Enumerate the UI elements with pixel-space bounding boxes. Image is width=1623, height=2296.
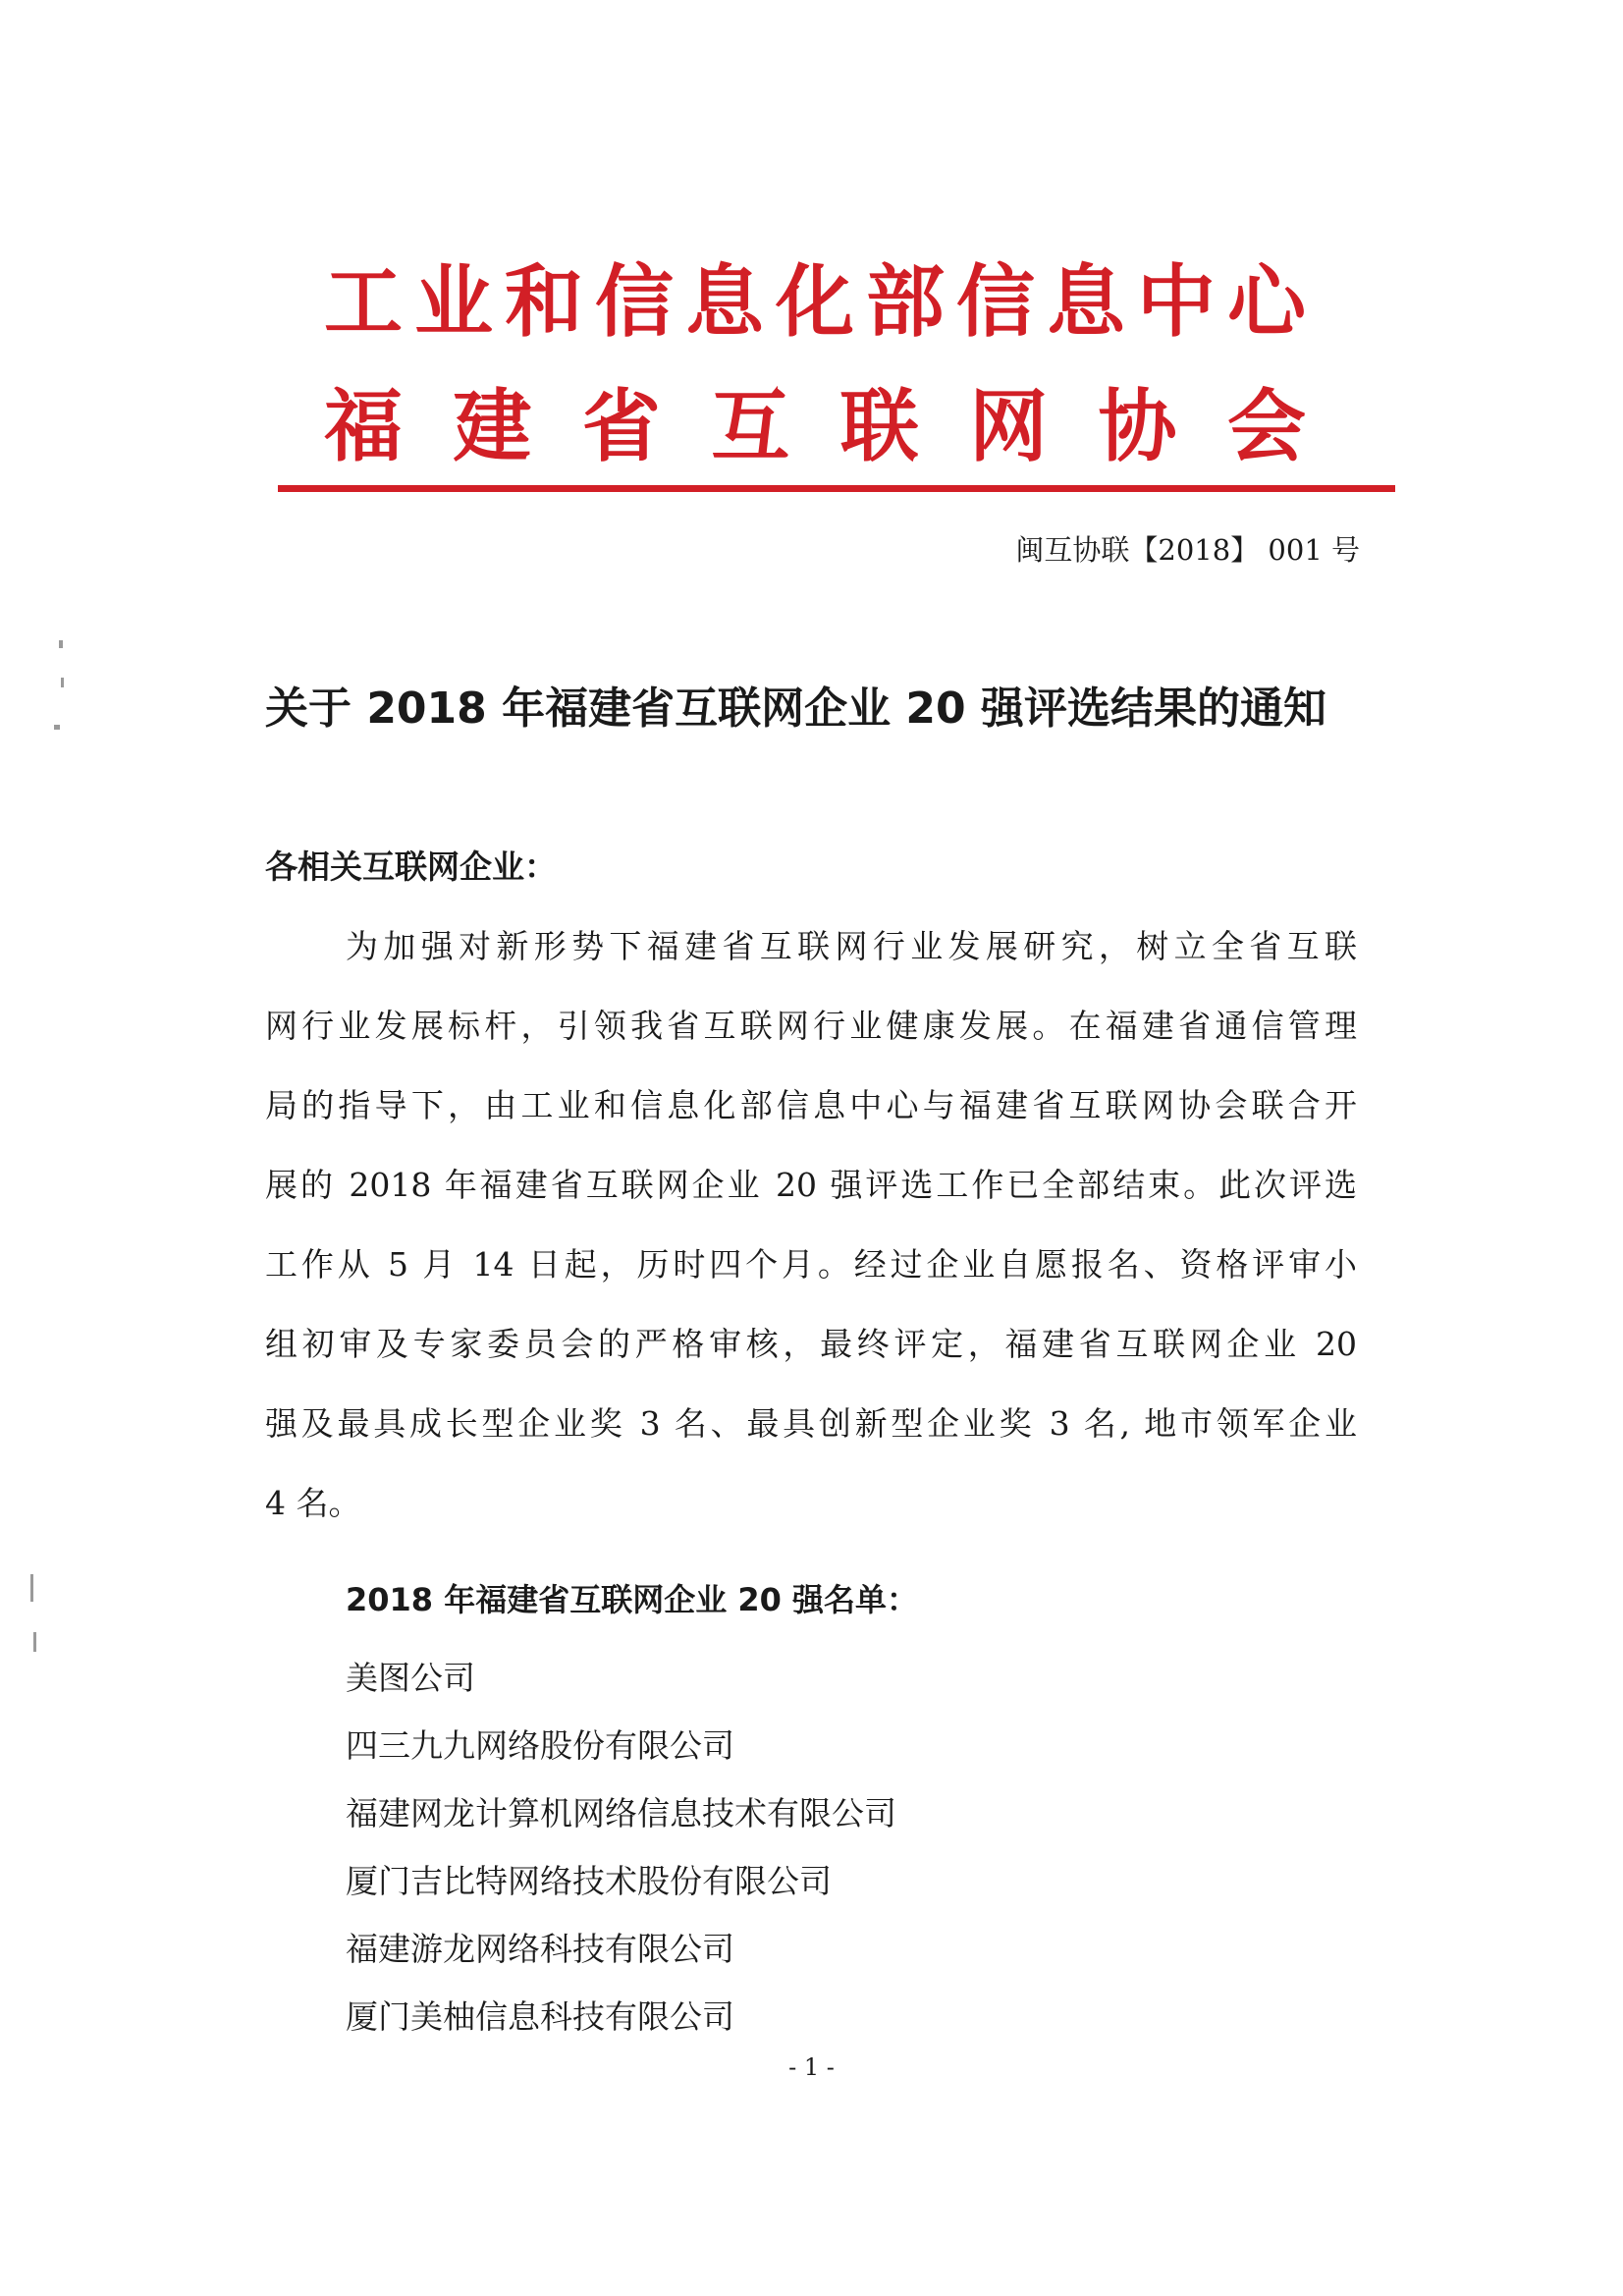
red-divider-rule xyxy=(278,485,1395,492)
company-item: 四三九九网络股份有限公司 xyxy=(346,1726,734,1765)
masthead-char: 息 xyxy=(685,256,764,348)
body-line: 局的指导下，由工业和信息化部信息中心与福建省互联网协会联合开 xyxy=(265,1086,1357,1124)
body-line: 强及最具成长型企业奖 3 名、最具创新型企业奖 3 名, 地市领军企业 xyxy=(265,1404,1357,1443)
company-item: 厦门吉比特网络技术股份有限公司 xyxy=(346,1862,832,1900)
masthead-char: 中 xyxy=(1137,256,1216,348)
document-title: 关于 2018 年福建省互联网企业 20 强评选结果的通知 xyxy=(265,683,1326,734)
masthead-char: 会 xyxy=(1226,381,1306,472)
masthead-line-1 xyxy=(324,253,1306,352)
masthead-char: 福 xyxy=(324,381,403,472)
body-line: 为加强对新形势下福建省互联网行业发展研究，树立全省互联 xyxy=(346,927,1357,965)
masthead-char: 业 xyxy=(414,256,493,348)
masthead-char: 网 xyxy=(969,381,1049,472)
masthead-char: 协 xyxy=(1098,381,1177,472)
masthead-char: 工 xyxy=(324,256,403,348)
scan-mark xyxy=(30,1574,33,1602)
scan-mark xyxy=(54,725,60,730)
masthead-char: 省 xyxy=(581,381,661,472)
body-line: 网行业发展标杆，引领我省互联网行业健康发展。在福建省通信管理 xyxy=(265,1007,1357,1045)
company-item: 福建游龙网络科技有限公司 xyxy=(346,1930,734,1968)
masthead-char: 信 xyxy=(956,256,1035,348)
company-list xyxy=(346,1655,896,2061)
masthead-char: 和 xyxy=(505,256,583,348)
company-item: 厦门美柚信息科技有限公司 xyxy=(346,1997,734,2036)
masthead-line-2 xyxy=(324,378,1306,476)
masthead-char: 建 xyxy=(453,381,532,472)
body-line: 展的 2018 年福建省互联网企业 20 强评选工作已全部结束。此次评选 xyxy=(265,1166,1357,1204)
body-line: 4 名。 xyxy=(265,1484,361,1522)
scan-mark xyxy=(33,1632,36,1652)
company-list-heading: 2018 年福建省互联网企业 20 强名单： xyxy=(346,1581,919,1618)
body-line: 工作从 5 月 14 日起，历时四个月。经过企业自愿报名、资格评审小 xyxy=(265,1245,1357,1284)
masthead-char: 化 xyxy=(776,256,854,348)
scan-mark xyxy=(61,678,64,687)
salutation: 各相关互联网企业： xyxy=(265,847,557,886)
masthead-char: 互 xyxy=(711,381,790,472)
masthead-char: 息 xyxy=(1047,256,1125,348)
masthead-char: 部 xyxy=(866,256,945,348)
masthead-char: 心 xyxy=(1227,256,1306,348)
body-line: 组初审及专家委员会的严格审核，最终评定，福建省互联网企业 20 xyxy=(265,1325,1357,1363)
masthead-char: 联 xyxy=(839,381,919,472)
document-number: 闽互协联【2018】 001 号 xyxy=(1015,533,1360,567)
masthead-char: 信 xyxy=(595,256,674,348)
page-number: - 1 - xyxy=(788,2053,835,2081)
company-item: 美图公司 xyxy=(346,1659,475,1697)
company-item: 福建网龙计算机网络信息技术有限公司 xyxy=(346,1794,896,1832)
scan-mark xyxy=(59,640,63,648)
